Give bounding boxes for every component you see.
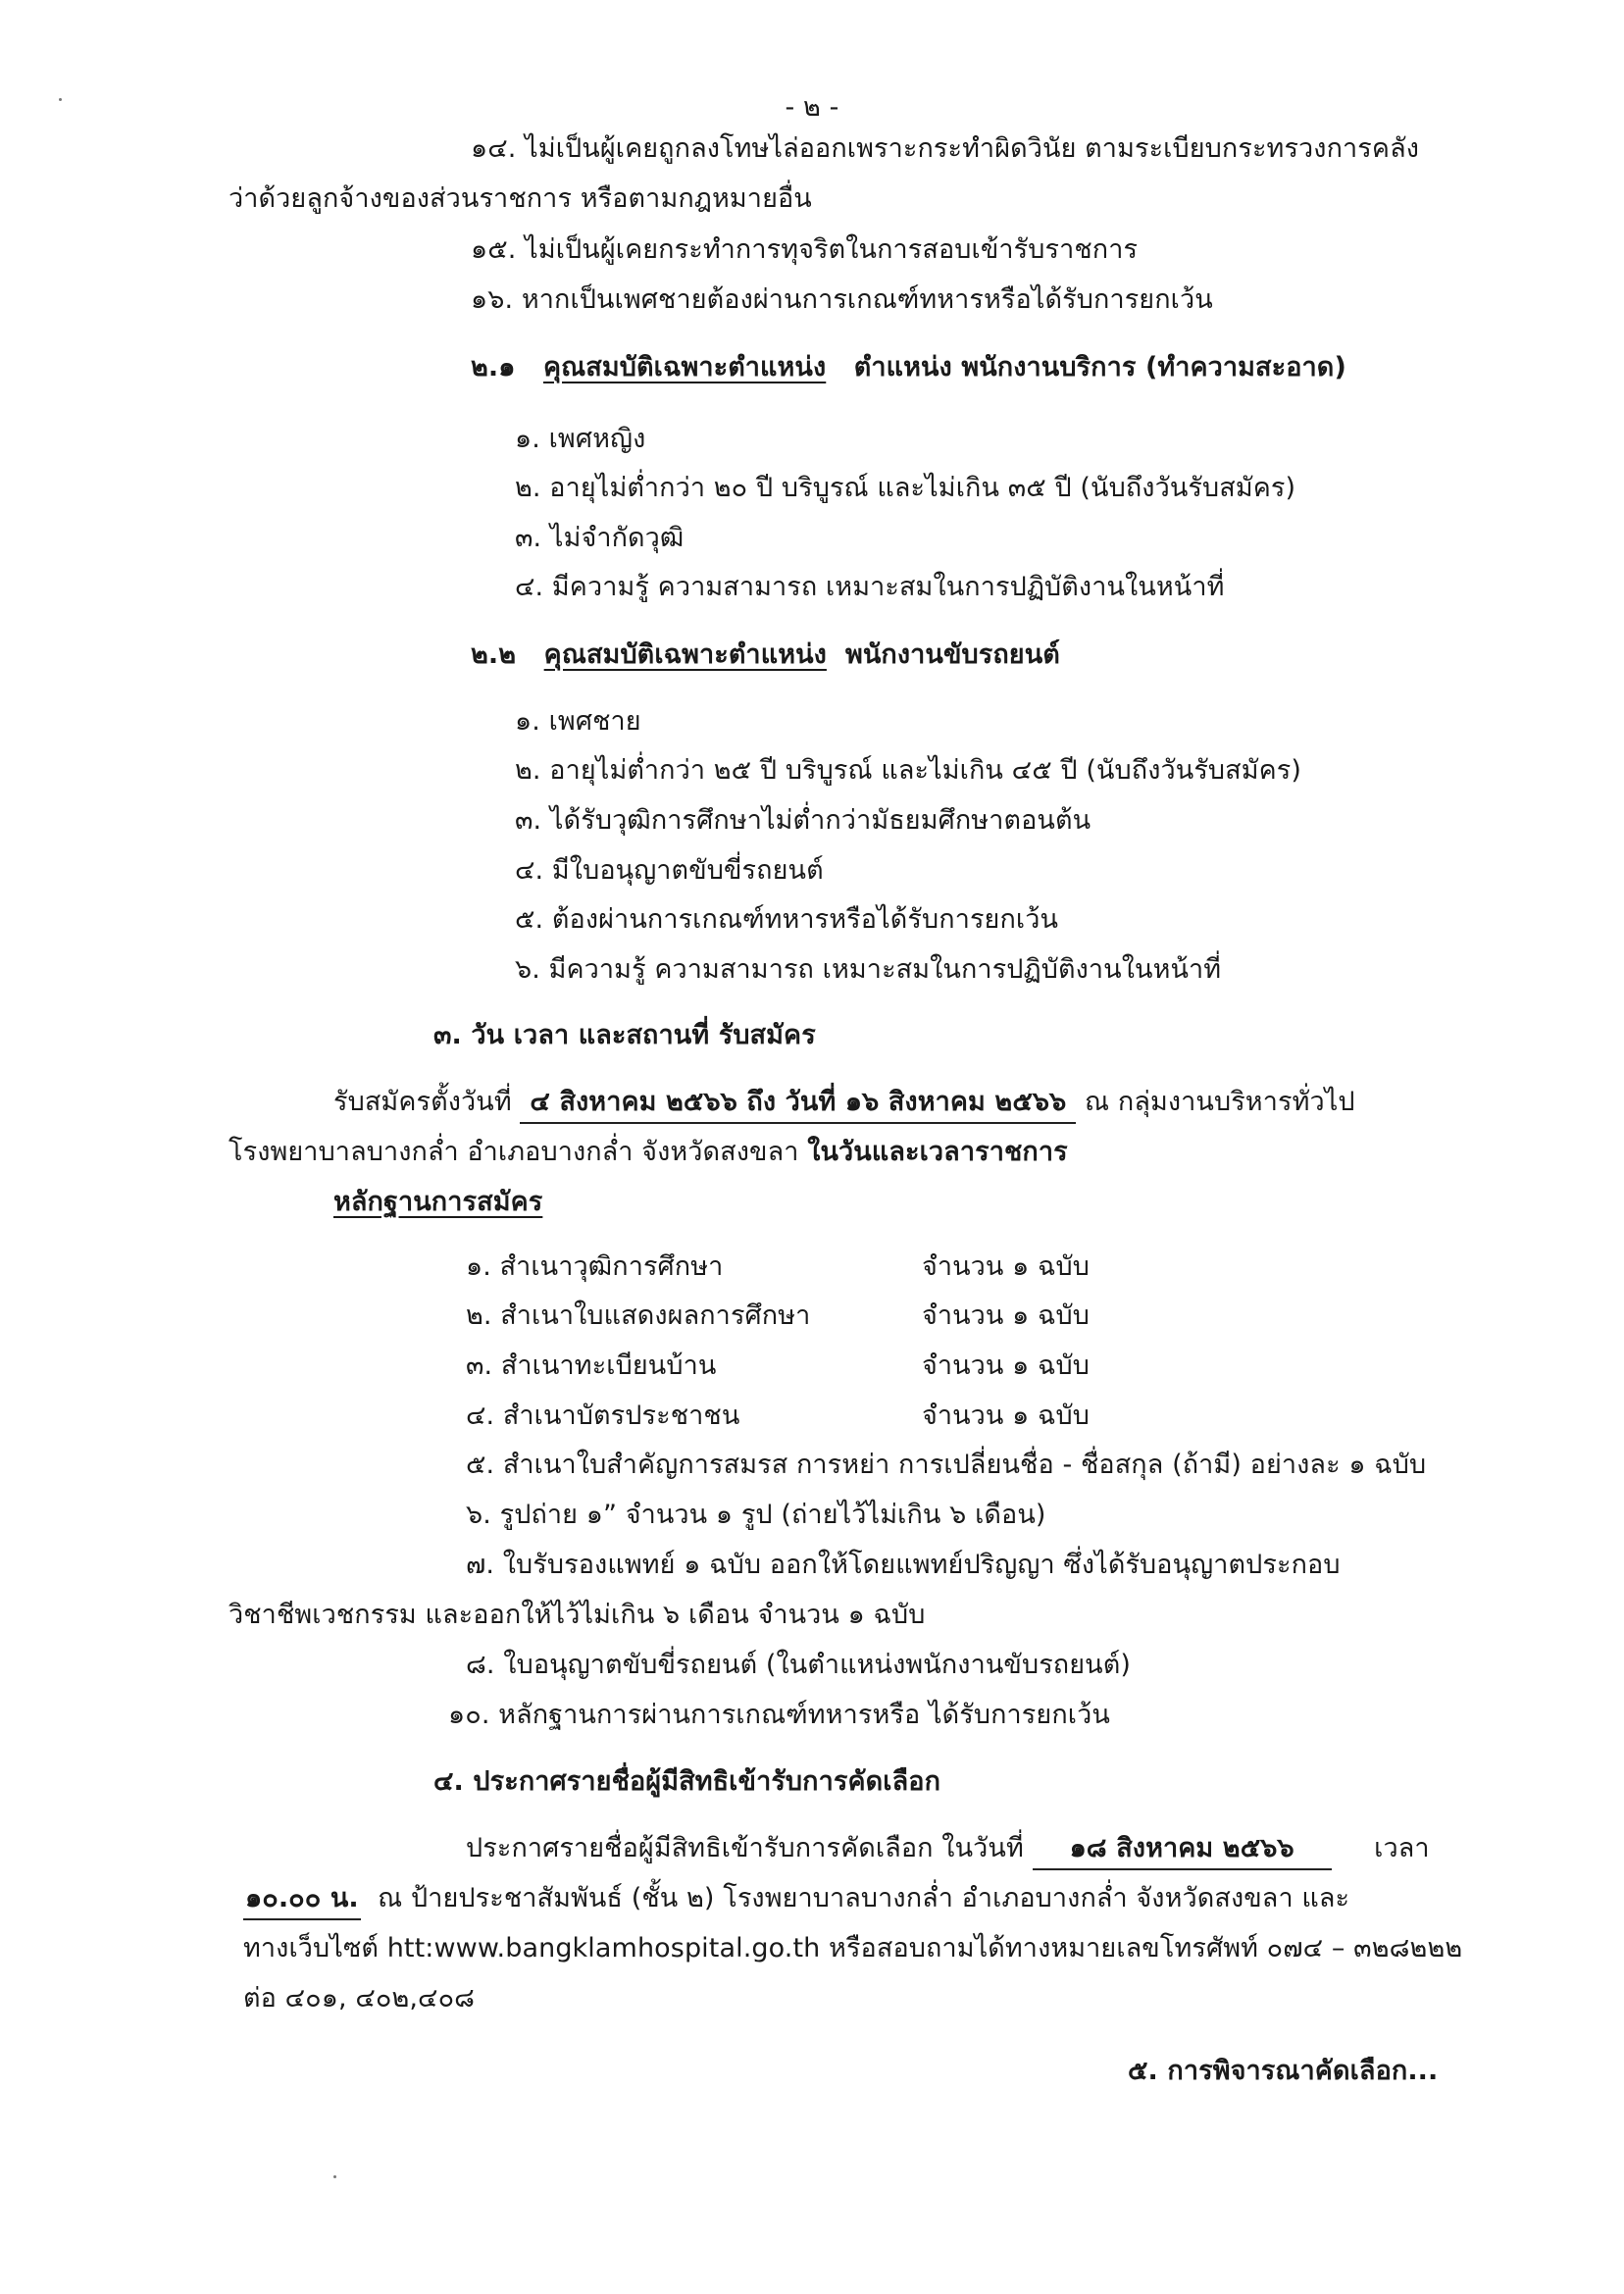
list-item: ๔. มีใบอนุญาตขับขี่รถยนต์ xyxy=(515,855,824,886)
registration-prefix: รับสมัครตั้งวันที่ xyxy=(333,1087,512,1117)
evidence-item: ๘. ใบอนุญาตขับขี่รถยนต์ (ในตำแหน่งพนักงานขับรถยนต์) xyxy=(466,1650,1131,1680)
section-2-1-heading xyxy=(471,348,1346,387)
evidence-heading: หลักฐานการสมัคร xyxy=(333,1187,543,1217)
general-item: ๑๔. ไม่เป็นผู้เคยถูกลงโทษไล่ออกเพราะกระทำผิดวินัย ตามระเบียบกระทรวงการคลัง xyxy=(471,133,1419,164)
registration-dates: ๔ สิงหาคม ๒๕๖๖ ถึง วันที่ ๑๖ สิงหาคม ๒๕๖๖ xyxy=(520,1083,1076,1124)
general-item: ว่าด้วยลูกจ้างของส่วนราชการ หรือตามกฎหมายอื่น xyxy=(228,183,812,214)
registration-place: โรงพยาบาลบางกล่ำ อำเภอบางกล่ำ จังหวัดสงขลา xyxy=(228,1137,799,1167)
evidence-item-continued: วิชาชีพเวชกรรม และออกให้ไว้ไม่เกิน ๖ เดือน จำนวน ๑ ฉบับ xyxy=(228,1600,926,1630)
announcement-date-line xyxy=(466,1829,1430,1870)
evidence-item: ๕. สำเนาใบสำคัญการสมรส การหย่า การเปลี่ยนชื่อ - ชื่อสกุล (ถ้ามี) อย่างละ ๑ ฉบับ xyxy=(466,1450,1427,1480)
registration-location: ณ กลุ่มงานบริหารทั่วไป xyxy=(1085,1087,1355,1117)
announcement-time: ๑๐.๐๐ น. xyxy=(243,1879,361,1920)
page-number: - ๒ - xyxy=(785,92,839,123)
section-number: ๒.๑ xyxy=(471,352,516,382)
section-2-2-heading xyxy=(471,636,1060,675)
evidence-item: ๖. รูปถ่าย ๑” จำนวน ๑ รูป (ถ่ายไว้ไม่เกิน ๖ เดือน) xyxy=(466,1500,1046,1530)
list-item: ๔. มีความรู้ ความสามารถ เหมาะสมในการปฏิบัติงานในหน้าที่ xyxy=(515,572,1225,602)
announcement-extension-line: ต่อ ๔๐๑, ๔๐๒,๔๐๘ xyxy=(243,1983,476,2014)
evidence-qty: จำนวน ๑ ฉบับ xyxy=(922,1401,1091,1431)
evidence-item: ๑. สำเนาวุฒิการศึกษา xyxy=(466,1251,724,1282)
list-item: ๓. ไม่จำกัดวุฒิ xyxy=(515,523,685,553)
section-position: ตำแหน่ง พนักงานบริการ (ทำความสะอาด) xyxy=(853,352,1346,382)
evidence-item: ๒. สำเนาใบแสดงผลการศึกษา xyxy=(466,1300,811,1331)
section-title: คุณสมบัติเฉพาะตำแหน่ง xyxy=(543,352,827,382)
announcement-time-label: เวลา xyxy=(1374,1833,1430,1863)
list-item: ๓. ได้รับวุฒิการศึกษาไม่ต่ำกว่ามัธยมศึกษาตอนต้น xyxy=(515,805,1091,836)
announcement-place-line xyxy=(243,1879,1349,1920)
registration-date-line xyxy=(333,1083,1355,1124)
announcement-date: ๑๘ สิงหาคม ๒๕๖๖ xyxy=(1033,1829,1332,1870)
general-item: ๑๕. ไม่เป็นผู้เคยกระทำการทุจริตในการสอบเข้ารับราชการ xyxy=(471,234,1139,265)
list-item: ๒. อายุไม่ต่ำกว่า ๒๕ ปี บริบูรณ์ และไม่เกิน ๔๕ ปี (นับถึงวันรับสมัคร) xyxy=(515,755,1302,786)
scan-speck xyxy=(333,2175,336,2178)
announcement-prefix: ประกาศรายชื่อผู้มีสิทธิเข้ารับการคัดเลือก ในวันที่ xyxy=(466,1833,1024,1863)
section-4-heading: ๔. ประกาศรายชื่อผู้มีสิทธิเข้ารับการคัดเลือก xyxy=(433,1766,941,1797)
section-title: คุณสมบัติเฉพาะตำแหน่ง xyxy=(543,639,827,670)
evidence-item: ๔. สำเนาบัตรประชาชน xyxy=(466,1401,740,1431)
list-item: ๕. ต้องผ่านการเกณฑ์ทหารหรือได้รับการยกเว้น xyxy=(515,904,1059,935)
continuation-text: ๕. การพิจารณาคัดเลือก... xyxy=(1128,2056,1439,2086)
registration-hours: ในวันและเวลาราชการ xyxy=(807,1137,1068,1167)
list-item: ๒. อายุไม่ต่ำกว่า ๒๐ ปี บริบูรณ์ และไม่เกิน ๓๕ ปี (นับถึงวันรับสมัคร) xyxy=(515,473,1296,503)
registration-place-line xyxy=(228,1133,1068,1172)
evidence-item: ๑๐. หลักฐานการผ่านการเกณฑ์ทหารหรือ ได้รับการยกเว้น xyxy=(448,1700,1110,1730)
evidence-qty: จำนวน ๑ ฉบับ xyxy=(922,1351,1091,1381)
evidence-qty: จำนวน ๑ ฉบับ xyxy=(922,1251,1091,1282)
list-item: ๑. เพศหญิง xyxy=(515,424,646,454)
announcement-website-line: ทางเว็บไซต์ htt:www.bangklamhospital.go.th หรือสอบถามได้ทางหมายเลขโทรศัพท์ ๐๗๔ – ๓๒๘๒๒๒ xyxy=(243,1933,1463,1963)
evidence-qty: จำนวน ๑ ฉบับ xyxy=(922,1300,1091,1331)
general-item: ๑๖. หากเป็นเพศชายต้องผ่านการเกณฑ์ทหารหรือได้รับการยกเว้น xyxy=(471,284,1213,315)
evidence-item: ๓. สำเนาทะเบียนบ้าน xyxy=(466,1351,717,1381)
list-item: ๖. มีความรู้ ความสามารถ เหมาะสมในการปฏิบัติงานในหน้าที่ xyxy=(515,954,1222,985)
section-position: พนักงานขับรถยนต์ xyxy=(844,639,1060,670)
section-3-heading: ๓. วัน เวลา และสถานที่ รับสมัคร xyxy=(433,1020,816,1050)
announcement-place: ณ ป้ายประชาสัมพันธ์ (ชั้น ๒) โรงพยาบาลบางกล่ำ อำเภอบางกล่ำ จังหวัดสงขลา และ xyxy=(378,1883,1350,1913)
list-item: ๑. เพศชาย xyxy=(515,706,641,737)
section-number: ๒.๒ xyxy=(471,639,517,670)
evidence-item: ๗. ใบรับรองแพทย์ ๑ ฉบับ ออกให้โดยแพทย์ปริญญา ซึ่งได้รับอนุญาตประกอบ xyxy=(466,1550,1341,1580)
